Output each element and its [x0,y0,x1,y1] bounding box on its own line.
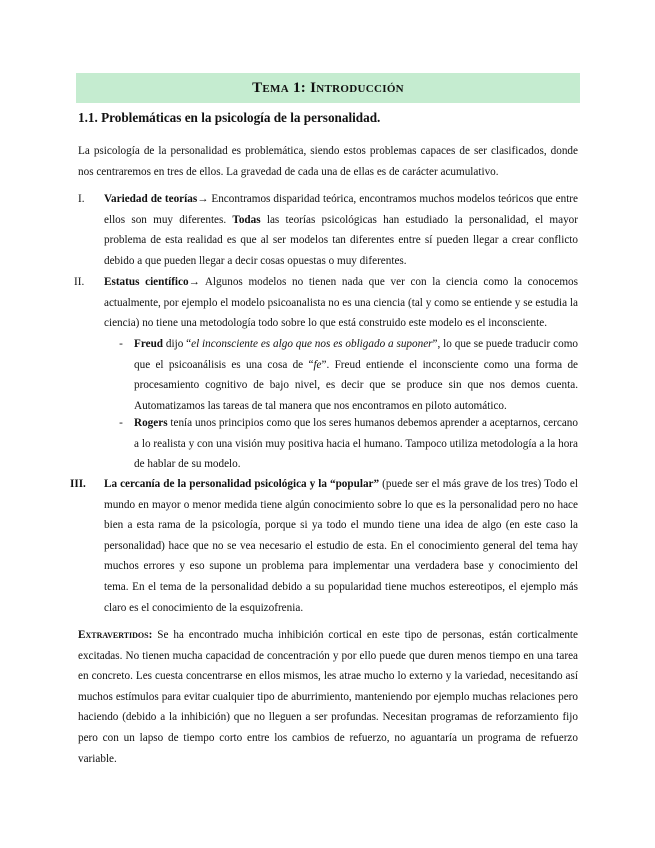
arrow-icon: → [188,276,200,288]
item-1-text-b: las teorías psicológicas han estudiado la personalidad, el mayor problema de esta realidad es que al ser modelos tan diferentes entre sí pueden llegar a crear conflicto debido a que pueden llegar a decir cosas opuestas o muy diferentes. [104,213,578,267]
sub-bullet-dash: - [119,417,123,429]
extravertidos-text: Se ha encontrado mucha inhibición cortical en este tipo de personas, están corticalmente excitadas. No tienen mucha capacidad de concentración y por ello puede que duren menos tiempo en una tarea en concreto. Les cuesta concentrarse en ellos mismos, les atrae mucho lo externo y la variedad, necesitando así muchos estímulos para evitar cualquier tipo de aburrimiento, manteniendo por ejemplo muchas relaciones pero haciendo (debido a la inhibición) que no lleguen a ser profundas. Necesitan programas de reforzamiento fijo pero con un lapso de tiempo corto entre los cambios de refuerzo, no aguantaría un programa de refuerzo variable. [78,629,578,765]
freud-quote: el inconsciente es algo que nos es obligado a suponer [191,338,433,350]
item-2-text: Algunos modelos no tienen nada que ver con la ciencia como la conocemos actualmente, por ejemplo el modelo psicoanalista no es una ciencia (tal y como se entiende y se estudia la ciencia) no tiene una metodología todo sobre lo que está construido este modelo es el inconsciente. [104,276,578,330]
extravertidos-label: Extravertidos: [78,629,153,641]
sub-item-freud [134,334,578,416]
sub-rogers-name: Rogers [134,417,168,429]
item-number-3: III. [70,478,86,490]
sub-bullet-dash: - [119,338,123,350]
item-number-1: I. [78,193,85,205]
fe-word: fe [313,358,322,371]
item-3-title: La cercanía de la personalidad psicológica y la “popular” [104,478,380,490]
intro-paragraph: La psicología de la personalidad es problemática, siendo estos problemas capaces de ser clasificados, donde nos centraremos en tres de ellos. La gravedad de cada una de ellas es de carácter acumulativo. [78,145,578,178]
extravertidos-paragraph [78,625,578,769]
list-item-2 [104,272,578,334]
item-3-text: (puede ser el más grave de los tres) Todo el mundo en mayor o menor medida tiene algún conocimiento sobre lo que es la personalidad pero no hace bien a esta rama de la psicología, porque si ya todo el mundo tiene una idea de algo (en este caso la personalidad) hace que no se vea necesario el estudio de esta. En el conocimiento general del tema hay muchos errores y eso supone un problema para implementar una verdadera base y conocimiento del tema. En el tema de la personalidad debido a su popularidad tiene muchos estereotipos, el ejemplo más claro es el conocimiento de la esquizofrenia. [104,478,578,614]
item-1-text-a: Encontramos disparidad teórica, encontramos muchos modelos teóricos que entre ellos son muy diferentes. [104,193,578,226]
title-banner [76,73,580,103]
sub-freud-text-1: dijo “ [163,338,192,350]
list-item-1 [104,189,578,271]
item-1-bold-word: Todas [232,213,261,226]
item-number-2: II. [74,276,85,288]
sub-rogers-text: tenía unos principios como que los seres humanos debemos aprender a aceptarnos, cercano a lo realista y con una visión muy positiva hacia el humano. Tampoco utiliza metodología a la hora de hablar de su modelo. [134,417,578,471]
page-title: Tema 1: Introducción [252,80,404,96]
item-2-title: Estatus científico [104,276,189,288]
sub-item-rogers [134,413,578,475]
item-1-title: Variedad de teorías [104,193,198,205]
sub-freud-text-2: ”, lo que se puede traducir como que el psicoanálisis es una cosa de “ [134,338,578,371]
sub-freud-name: Freud [134,338,164,350]
sub-freud-text-3: ”. Freud entiende el inconsciente como una forma de procesamiento cognitivo de bajo nivel, es decir que se produce sin que nos demos cuenta. Automatizamos las tareas de tal manera que nos encontramos en piloto automático. [134,358,579,412]
section-heading: 1.1. Problemáticas en la psicología de la personalidad. [78,110,381,125]
list-item-3 [104,474,578,618]
arrow-icon: → [197,193,209,205]
